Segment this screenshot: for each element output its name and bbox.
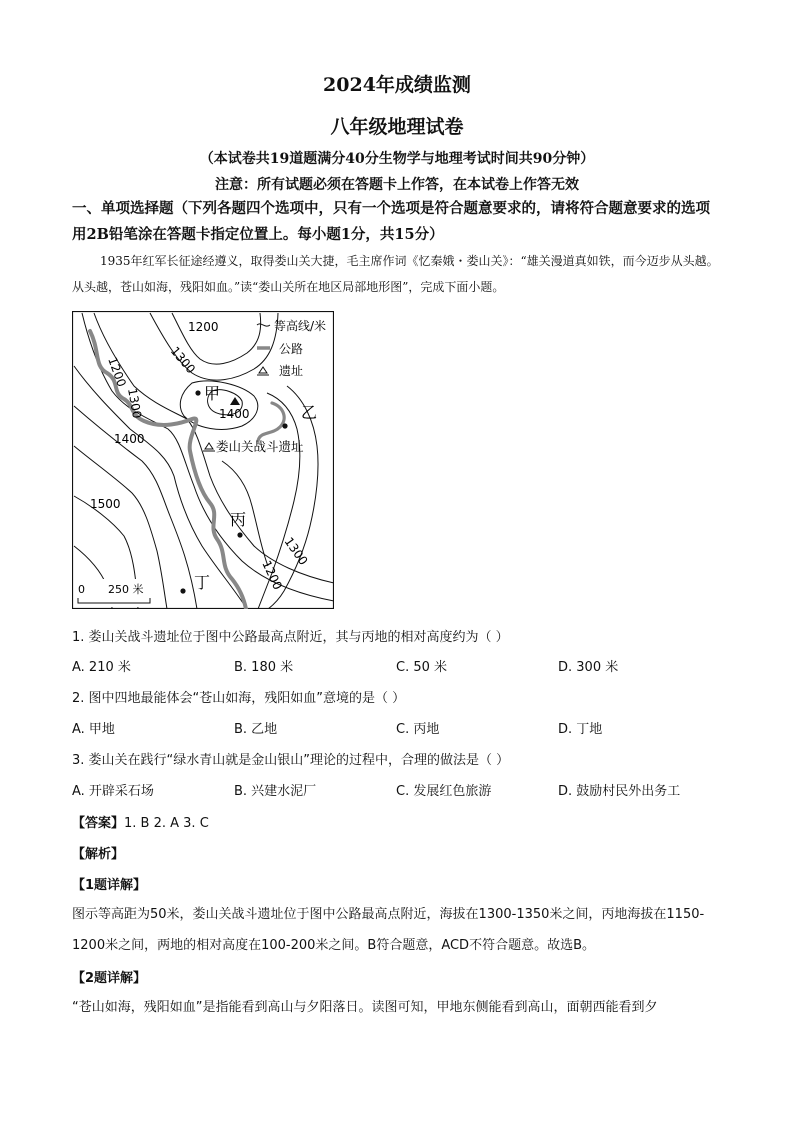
legend-site: 遗址 xyxy=(279,364,304,378)
q2-analysis-heading: 【2题详解】 xyxy=(72,971,147,986)
scale-zero: 0 xyxy=(78,583,85,596)
question-3-option-c: C. 发展红色旅游 xyxy=(396,784,492,799)
legend-road: 公路 xyxy=(279,342,304,356)
contour-label: 1200 xyxy=(259,558,285,592)
q1-analysis-text: 图示等高距为50米，娄山关战斗遗址位于图中公路最高点附近，海拔在1300-1350米之间，丙地海拔在1150-1200米之间，两地的相对高度在100-200米之间。B符合题意，ACD不符合题意。故选B。 xyxy=(72,907,705,953)
exam-subtitle: 八年级地理试卷 xyxy=(330,116,464,138)
place-dot-jia xyxy=(195,390,200,395)
contour-label: 1400 xyxy=(114,432,145,446)
question-1-stem: 1. 娄山关战斗遗址位于图中公路最高点附近，其与丙地的相对高度约为（ ） xyxy=(72,630,509,645)
place-label-yi: 乙 xyxy=(301,403,318,422)
exam-title: 2024年成绩监测 xyxy=(323,74,471,96)
scale-value: 250 米 xyxy=(108,583,144,596)
place-dot-ding xyxy=(180,588,185,593)
answer-label: 【答案】 xyxy=(72,816,125,831)
question-3-option-b: B. 兴建水泥厂 xyxy=(234,784,317,799)
question-2-option-a: A. 甲地 xyxy=(72,722,115,737)
contour-label: 1200 xyxy=(188,320,219,334)
contour-label: 1300 xyxy=(125,387,145,420)
answer-line xyxy=(72,812,209,831)
contour-label: 1200 xyxy=(105,355,129,389)
question-3-stem: 3. 娄山关在践行“绿水青山就是金山银山”理论的过程中，合理的做法是（ ） xyxy=(72,753,510,768)
place-dot-yi xyxy=(282,423,287,428)
answer-text: 1. B 2. A 3. C xyxy=(124,816,209,831)
question-2-option-b: B. 乙地 xyxy=(234,722,278,737)
section-heading: 一、单项选择题（下列各题四个选项中，只有一个选项是符合题意要求的，请将符合题意要求的选项用2B铅笔涂在答题卡指定位置上。每小题1分，共15分） xyxy=(72,200,710,243)
question-1-option-a: A. 210 米 xyxy=(72,660,131,675)
place-label-bing: 丙 xyxy=(230,510,247,529)
contour-label: 1300 xyxy=(281,534,311,568)
question-2-option-c: C. 丙地 xyxy=(396,722,440,737)
contour-label: 1300 xyxy=(167,343,199,377)
question-2-option-d: D. 丁地 xyxy=(558,722,603,737)
legend-contour: 等高线/米 xyxy=(274,319,327,333)
contour-label: 1500 xyxy=(90,497,121,511)
question-1-option-d: D. 300 米 xyxy=(558,660,619,675)
site-label: 娄山关战斗遗址 xyxy=(216,439,304,454)
question-1-option-c: C. 50 米 xyxy=(396,660,448,675)
q1-analysis-heading: 【1题详解】 xyxy=(72,878,147,893)
question-2-stem: 2. 图中四地最能体会“苍山如海，残阳如血”意境的是（ ） xyxy=(72,691,406,706)
question-1-option-b: B. 180 米 xyxy=(234,660,294,675)
q2-analysis-text: “苍山如海，残阳如血”是指能看到高山与夕阳落日。读图可知，甲地东侧能看到高山，面朝西能看到夕 xyxy=(72,1000,658,1015)
map-svg xyxy=(72,311,334,609)
exam-warning: 注意：所有试题必须在答题卡上作答，在本试卷上作答无效 xyxy=(215,177,579,193)
question-3-option-a: A. 开辟采石场 xyxy=(72,784,154,799)
contour-label: 1400 xyxy=(219,407,250,421)
place-label-ding: 丁 xyxy=(194,573,211,592)
topographic-map xyxy=(72,311,334,609)
question-3-option-d: D. 鼓励村民外出务工 xyxy=(558,784,681,799)
exam-note: （本试卷共19道题满分40分生物学与地理考试时间共90分钟） xyxy=(199,151,595,167)
analysis-label: 【解析】 xyxy=(72,847,125,862)
reading-intro: 1935年红军长征途经遵义，取得娄山关大捷，毛主席作词《忆秦娥・娄山关》：“雄关漫道真如铁，而今迈步从头越。从头越，苍山如海，残阳如血。”读“娄山关所在地区局部地形图”，完成下面小题。 xyxy=(72,254,719,294)
map-frame xyxy=(73,312,334,609)
place-label-jia: 甲 xyxy=(204,384,221,403)
place-dot-bing xyxy=(237,532,242,537)
